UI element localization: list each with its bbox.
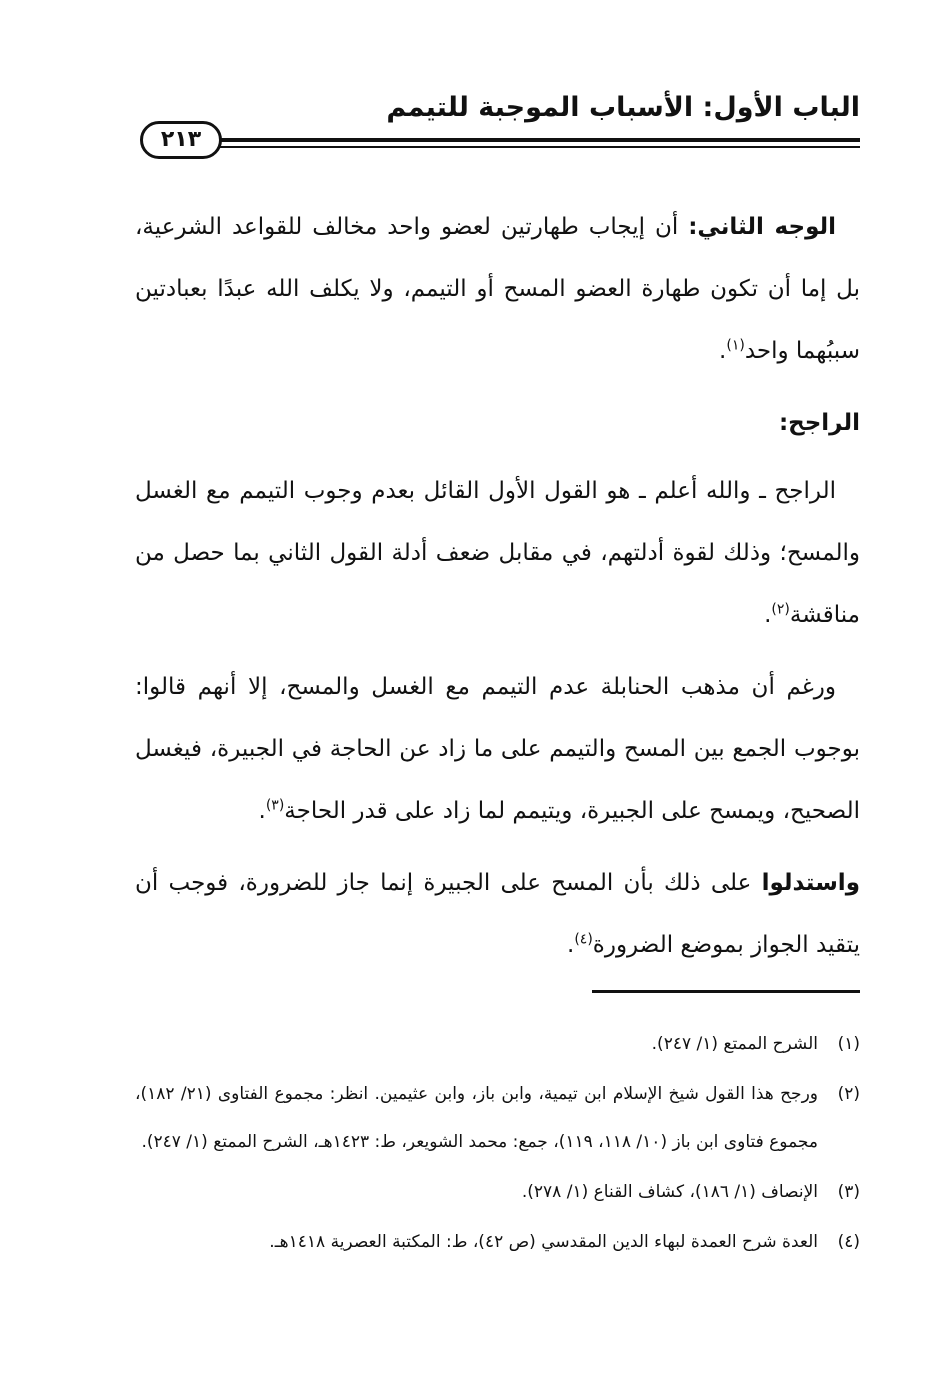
footnote-ref-2[interactable]: (٢) (771, 601, 790, 618)
section-heading: الراجح: (778, 410, 860, 436)
footnote-text: العدة شرح العمدة لبهاء الدين المقدسي (ص ٤٢)، ط: المكتبة العصرية ١٤١٨هـ. (269, 1232, 818, 1252)
paragraph-lead: الوجه الثاني: (688, 214, 837, 240)
footnote-ref-4[interactable]: (٤) (574, 931, 593, 948)
paragraph-text: ورغم أن مذهب الحنابلة عدم التيمم مع الغسل والمسح، إلا أنهم قالوا: بوجوب الجمع بين المسح والتيمم على ما زاد عن الحاجة في الجبيرة، فيغسل الصحيح، ويمسح على الجبيرة، ويتيمم لما زاد على قدر الحاجة (135, 674, 860, 824)
footnote-text: ورجح هذا القول شيخ الإسلام ابن تيمية، وابن باز، وابن عثيمين. انظر: مجموع الفتاوى (٢١/ ١٨٢)، مجموع فتاوى ابن باز (١٠/ ١١٨، ١١٩)، جمع: محمد الشويعر، ط: ١٤٢٣هـ، الشرح الممتع (١/ ٢٤٧). (135, 1084, 818, 1152)
footnotes (135, 1020, 860, 1268)
footnote-number: (٤) (837, 1232, 860, 1252)
paragraph-second-aspect (135, 196, 860, 382)
paragraph-text: الراجح ـ والله أعلم ـ هو القول الأول القائل بعدم وجوب التيمم مع الغسل والمسح؛ وذلك لقوة أدلتهم، في مقابل ضعف أدلة القول الثاني بما حصل من مناقشة (135, 478, 860, 628)
footnote-number: (٣) (837, 1182, 860, 1202)
footnote-ref-1[interactable]: (١) (726, 337, 745, 354)
page-number: ٢١٣ (140, 121, 222, 159)
footnote-number: (١) (837, 1034, 860, 1054)
paragraph-text: على ذلك بأن المسح على الجبيرة إنما جاز للضرورة، فوجب أن يتقيد الجواز بموضع الضرورة (135, 870, 860, 958)
end-mark: . (764, 602, 772, 628)
footnote-divider (592, 990, 860, 993)
header-rule-thin (210, 146, 860, 148)
footnote-item (135, 1020, 860, 1068)
end-mark: . (258, 798, 266, 824)
running-title: الباب الأول: الأسباب الموجبة للتيمم (386, 92, 860, 123)
footnote-text: الشرح الممتع (١/ ٢٤٧). (651, 1034, 818, 1054)
paragraph-preferred (135, 460, 860, 646)
end-mark: . (719, 338, 727, 364)
footnote-text: الإنصاف (١/ ١٨٦)، كشاف القناع (١/ ٢٧٨). (521, 1182, 818, 1202)
main-text (135, 196, 860, 986)
paragraph-lead: واستدلوا (761, 870, 860, 896)
footnote-ref-3[interactable]: (٣) (265, 797, 285, 814)
footnote-item (135, 1218, 860, 1266)
paragraph-text: أن إيجاب طهارتين لعضو واحد مخالف للقواعد الشرعية، بل إما أن تكون طهارة العضو المسح أو التيمم، ولا يكلف الله عبدًا بعبادتين سببُهما واحد (135, 214, 860, 364)
footnote-number: (٢) (837, 1084, 860, 1104)
header-rule-thick (210, 138, 860, 142)
footnote-item (135, 1168, 860, 1216)
footnote-item (135, 1070, 860, 1166)
paragraph-hanbali (135, 656, 860, 842)
end-mark: . (567, 932, 575, 958)
paragraph-evidence (135, 852, 860, 976)
